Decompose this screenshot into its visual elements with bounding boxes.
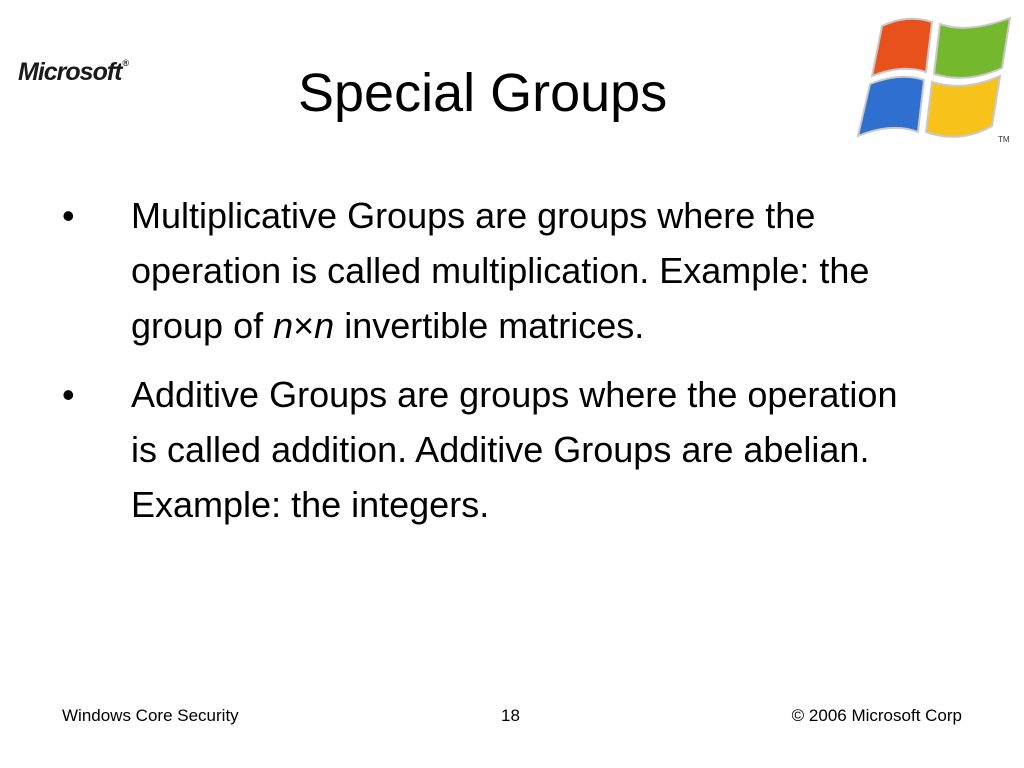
logo-text: Microsoft — [18, 58, 122, 86]
flag-blue-pane — [858, 77, 924, 136]
footer-title: Windows Core Security — [62, 706, 239, 725]
bullet-marker: • — [62, 195, 75, 236]
logo-registered-mark: ® — [122, 58, 129, 68]
bullet-list — [0, 188, 1024, 546]
bullet-times-symbol: × — [293, 305, 315, 346]
flag-red-pane — [872, 19, 932, 76]
page-number: 18 — [501, 706, 520, 725]
slide-title: Special Groups — [298, 63, 668, 123]
bullet-italic-n: n — [314, 305, 335, 346]
bullet-text: Additive Groups are groups where the operation is called addition. Additive Groups are abelian. Example: the integers. — [131, 374, 898, 525]
bullet-italic-n: n — [273, 305, 294, 346]
windows-flag-icon — [852, 4, 1020, 154]
flag-yellow-pane — [926, 76, 1000, 137]
copyright: © 2006 Microsoft Corp — [791, 706, 962, 725]
bullet-marker: • — [62, 374, 75, 415]
flag-trademark: TM — [998, 135, 1010, 144]
microsoft-logo — [18, 58, 128, 87]
bullet-item-multiplicative — [0, 188, 931, 353]
bullet-item-additive — [0, 367, 931, 532]
bullet-text: Multiplicative Groups are groups where the operation is called multiplication. Example: the group of — [131, 195, 870, 346]
bullet-text: invertible matrices. — [334, 305, 645, 346]
flag-green-pane — [934, 18, 1010, 78]
